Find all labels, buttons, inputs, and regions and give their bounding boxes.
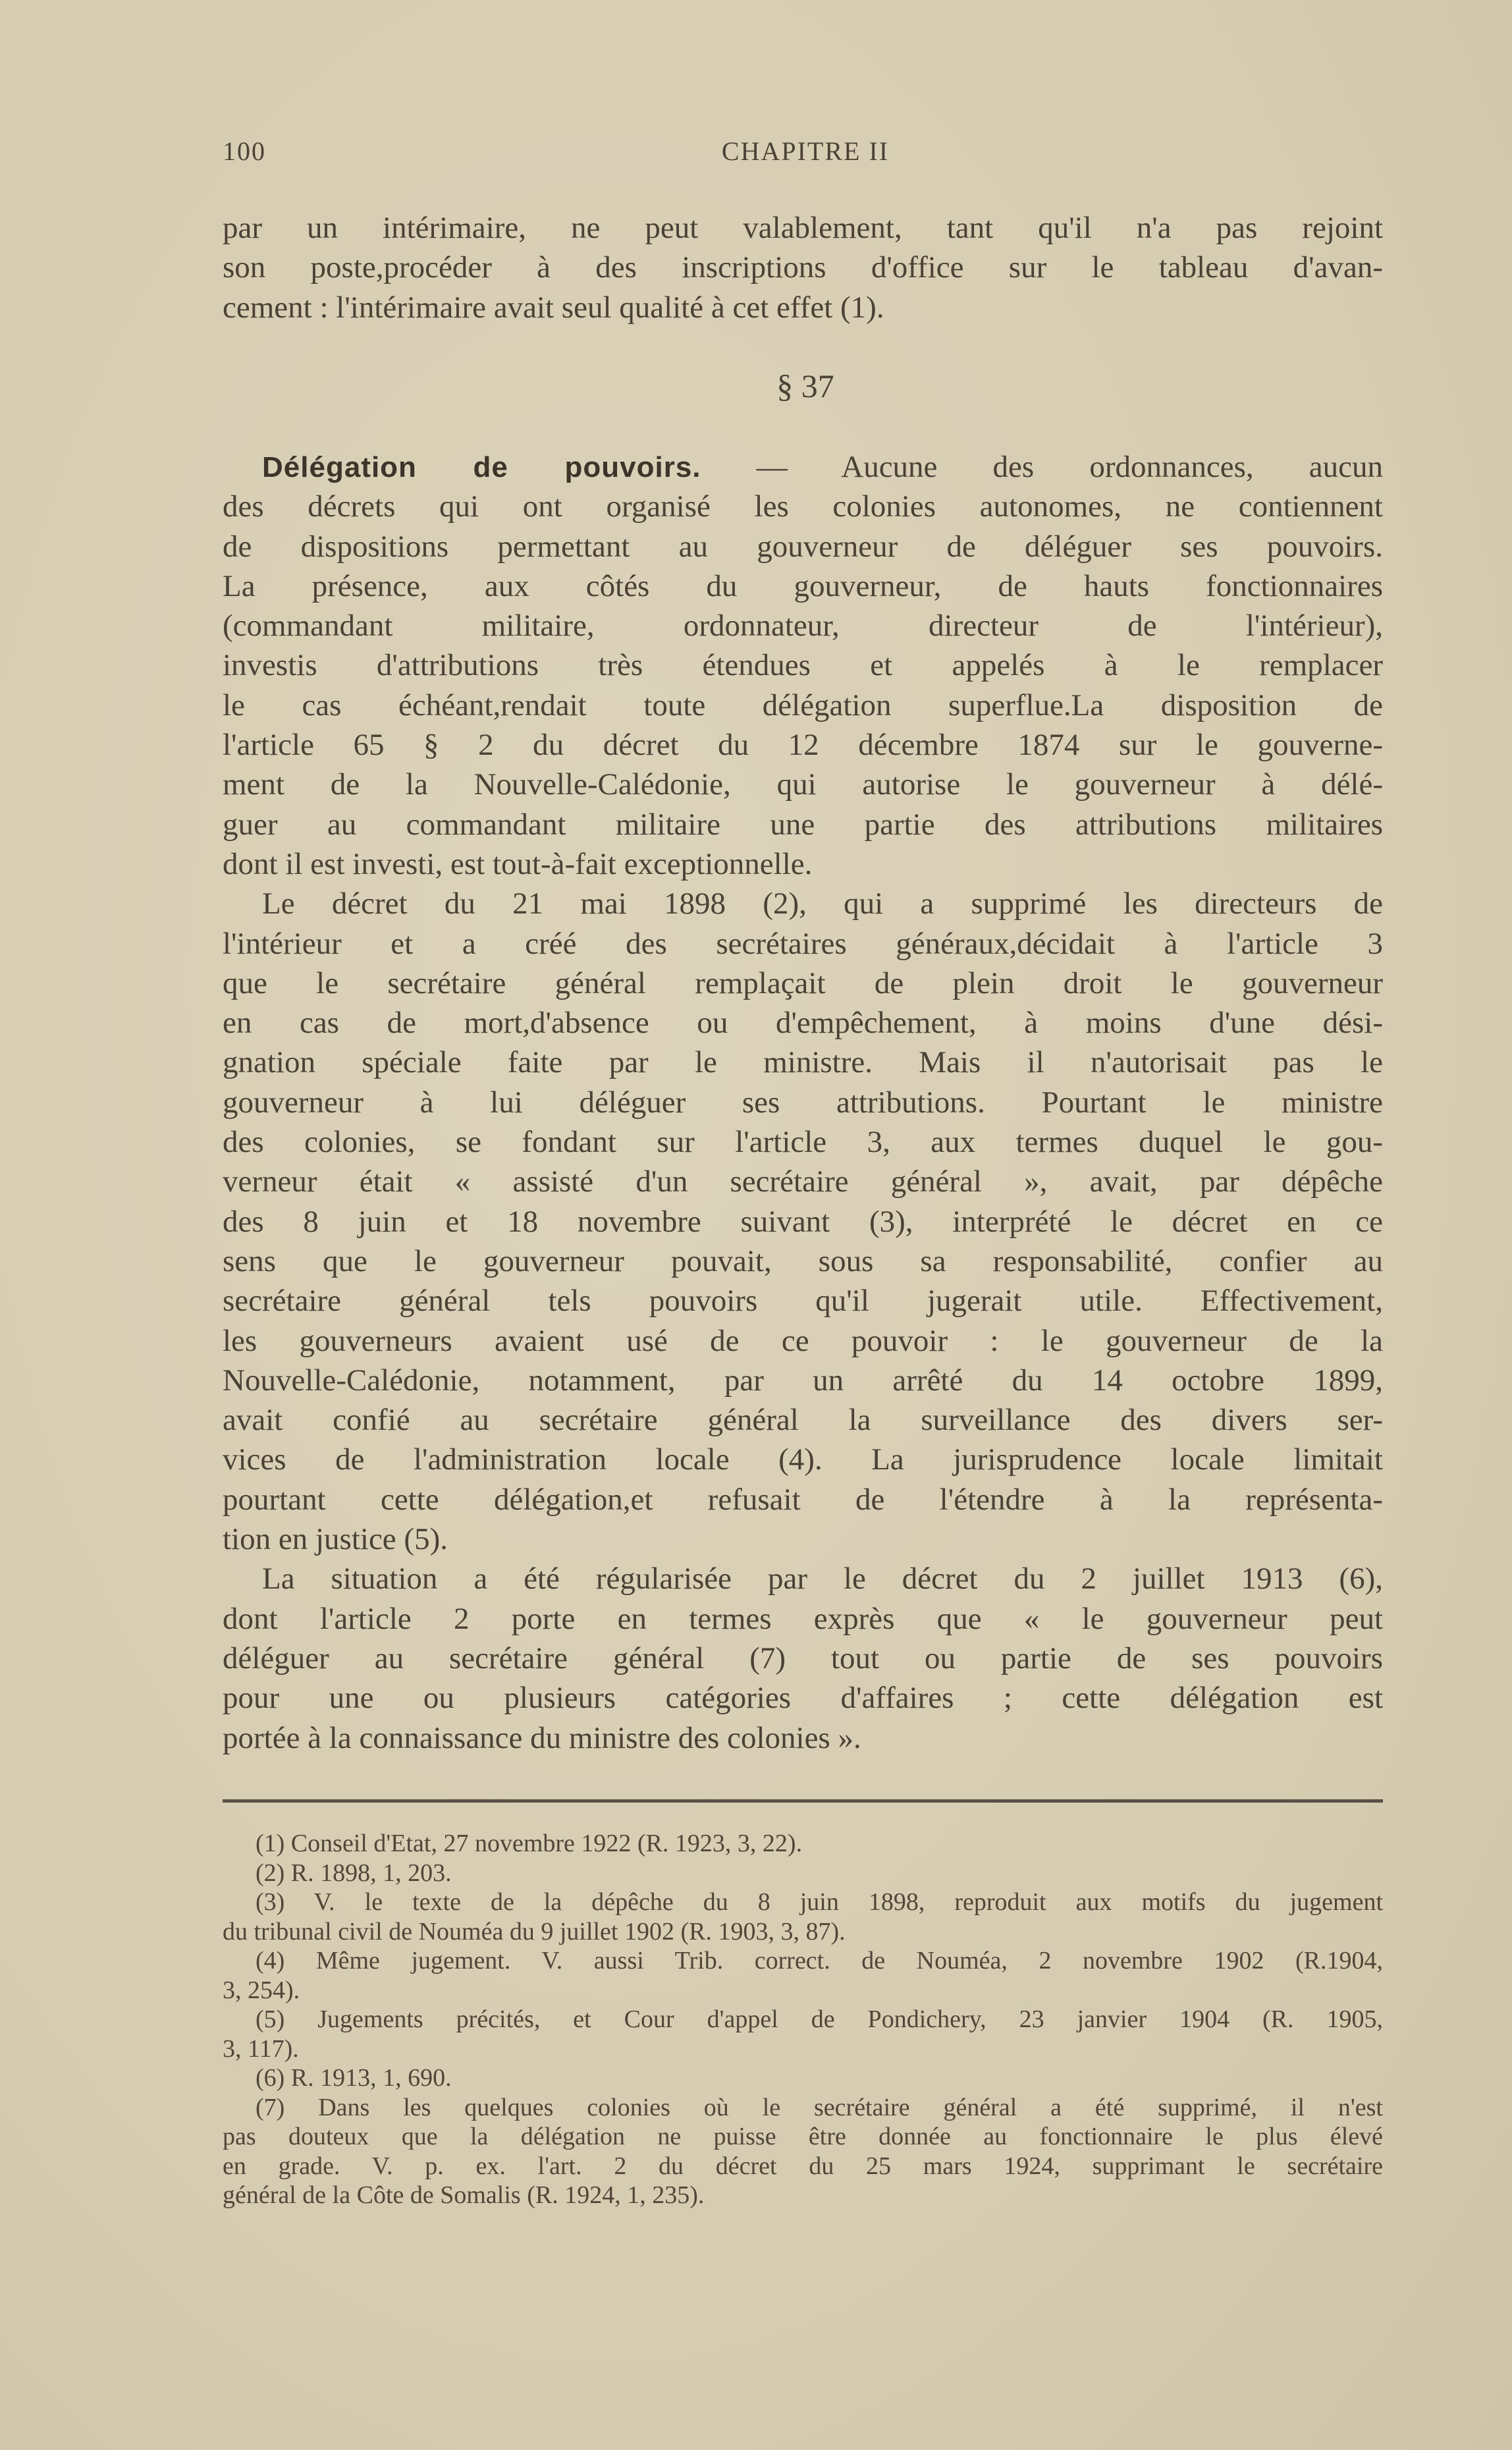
line-text: l'intérieur et a créé des secrétaires généraux,décidait à l'article 3 bbox=[223, 926, 1383, 961]
footnote-line bbox=[223, 1946, 1383, 1976]
line-text: — Aucune des ordonnances, aucun bbox=[701, 450, 1384, 484]
line-text: (3) V. le texte de la dépêche du 8 juin 1898, reproduit aux motifs du jugement bbox=[256, 1888, 1383, 1916]
line-text: dont il est investi, est tout-à-fait exceptionnelle. bbox=[223, 846, 813, 881]
line-text: des décrets qui ont organisé les colonies autonomes, ne contiennent bbox=[223, 489, 1383, 524]
line-text: verneur était « assisté d'un secrétaire général », avait, par dépêche bbox=[223, 1164, 1383, 1199]
footnote-divider bbox=[223, 1799, 1383, 1803]
line-text: pour une ou plusieurs catégories d'affaires ; cette délégation est bbox=[223, 1681, 1383, 1716]
line-text: investis d'attributions très étendues et appelés à le remplacer bbox=[223, 648, 1383, 683]
line-text: cement : l'intérimaire avait seul qualité à cet effet (1). bbox=[223, 290, 884, 325]
page-number: 100 bbox=[223, 136, 266, 166]
line-text: La présence, aux côtés du gouverneur, de hauts fonctionnaires bbox=[223, 568, 1383, 603]
text-line bbox=[223, 1559, 1383, 1598]
text-line bbox=[223, 805, 1383, 844]
footnote-line bbox=[223, 2063, 1383, 2093]
line-text: La situation a été régularisée par le décret du 2 juillet 1913 (6), bbox=[262, 1562, 1383, 1596]
line-text: dont l'article 2 porte en termes exprès que « le gouverneur peut bbox=[223, 1601, 1383, 1636]
text-line bbox=[223, 884, 1383, 923]
line-text: le cas échéant,rendait toute délégation superflue.La disposition de bbox=[223, 688, 1383, 722]
line-text: portée à la connaissance du ministre des colonies ». bbox=[223, 1720, 861, 1755]
text-line bbox=[223, 1003, 1383, 1043]
text-line bbox=[223, 1599, 1383, 1639]
line-text: guer au commandant militaire une partie des attributions militaires bbox=[223, 807, 1383, 842]
text-line bbox=[223, 487, 1383, 526]
line-text: des colonies, se fondant sur l'article 3, aux termes duquel le gou- bbox=[223, 1125, 1383, 1160]
text-line bbox=[223, 1321, 1383, 1361]
text-line bbox=[223, 1281, 1383, 1320]
line-text: de dispositions permettant au gouverneur de déléguer ses pouvoirs. bbox=[223, 529, 1383, 564]
text-line bbox=[223, 1202, 1383, 1241]
footnote-line bbox=[223, 1888, 1383, 1917]
line-text: l'article 65 § 2 du décret du 12 décembre 1874 sur le gouverne- bbox=[223, 728, 1383, 763]
text-line bbox=[223, 844, 1383, 884]
text-line bbox=[223, 566, 1383, 606]
text-line bbox=[223, 208, 1383, 248]
footnote-line bbox=[223, 1976, 1383, 2005]
line-text: du tribunal civil de Nouméa du 9 juillet 1902 (R. 1903, 3, 87). bbox=[223, 1917, 846, 1946]
text-line bbox=[223, 1678, 1383, 1718]
text-line bbox=[223, 725, 1383, 765]
running-header-chapter: CHAPITRE II bbox=[721, 136, 890, 166]
line-text: déléguer au secrétaire général (7) tout ou partie de ses pouvoirs bbox=[223, 1641, 1383, 1675]
line-text: en grade. V. p. ex. l'art. 2 du décret du 25 mars 1924, supprimant le secrétaire bbox=[223, 2152, 1383, 2180]
text-line bbox=[223, 645, 1383, 685]
text-line bbox=[223, 1519, 1383, 1559]
text-line bbox=[223, 248, 1383, 287]
line-text: (7) Dans les quelques colonies où le secrétaire général a été supprimé, il n'est bbox=[256, 2093, 1383, 2121]
text-line bbox=[223, 1043, 1383, 1082]
line-text: 3, 117). bbox=[223, 2034, 299, 2063]
line-text: tion en justice (5). bbox=[223, 1522, 448, 1557]
line-text: avait confié au secrétaire général la surveillance des divers ser- bbox=[223, 1403, 1383, 1438]
paragraph-run-in-heading: Délégation de pouvoirs. bbox=[262, 451, 701, 483]
text-line bbox=[223, 1241, 1383, 1281]
footnote-line bbox=[223, 2005, 1383, 2034]
line-text: pourtant cette délégation,et refusait de l'étendre à la représenta- bbox=[223, 1482, 1383, 1517]
line-text: (2) R. 1898, 1, 203. bbox=[256, 1859, 452, 1887]
line-text: (4) Même jugement. V. aussi Trib. correct. de Nouméa, 2 novembre 1902 (R.1904, bbox=[256, 1947, 1383, 1974]
text-line bbox=[223, 1639, 1383, 1678]
line-text: Le décret du 21 mai 1898 (2), qui a supprimé les directeurs de bbox=[262, 886, 1383, 921]
text-line bbox=[223, 1718, 1383, 1758]
section-heading: § 37 bbox=[776, 368, 834, 404]
footnote-line bbox=[223, 1917, 1383, 1947]
footnotes bbox=[223, 1829, 1383, 2210]
line-text: général de la Côte de Somalis (R. 1924, 1, 235). bbox=[223, 2181, 705, 2209]
paragraph-continued bbox=[223, 208, 1383, 327]
text-line bbox=[223, 527, 1383, 566]
line-text: que le secrétaire général remplaçait de plein droit le gouverneur bbox=[223, 966, 1383, 1000]
line-text: son poste,procéder à des inscriptions d'office sur le tableau d'avan- bbox=[223, 250, 1383, 285]
text-line bbox=[223, 1162, 1383, 1201]
line-text: Nouvelle-Calédonie, notamment, par un arrêté du 14 octobre 1899, bbox=[223, 1363, 1383, 1398]
line-text: 3, 254). bbox=[223, 1976, 300, 2004]
text-line bbox=[223, 924, 1383, 964]
text-line bbox=[223, 288, 1383, 327]
footnote-line bbox=[223, 2181, 1383, 2210]
line-text: secrétaire général tels pouvoirs qu'il jugerait utile. Effectivement, bbox=[223, 1284, 1383, 1319]
text-line bbox=[223, 606, 1383, 645]
text-line bbox=[223, 1400, 1383, 1440]
text-line bbox=[223, 1480, 1383, 1519]
line-text: en cas de mort,d'absence ou d'empêchement, à moins d'une dési- bbox=[223, 1006, 1383, 1041]
line-text: vices de l'administration locale (4). La jurisprudence locale limitait bbox=[223, 1442, 1383, 1477]
text-line bbox=[223, 447, 1383, 487]
text-line bbox=[223, 765, 1383, 804]
text-line bbox=[223, 964, 1383, 1003]
line-text: pas douteux que la délégation ne puisse être donnée au fonctionnaire le plus élevé bbox=[223, 2123, 1383, 2150]
line-text: (6) R. 1913, 1, 690. bbox=[256, 2064, 452, 2092]
text-line bbox=[223, 1083, 1383, 1122]
footnote-line bbox=[223, 2122, 1383, 2152]
line-text: ment de la Nouvelle-Calédonie, qui autorise le gouverneur à délé- bbox=[223, 767, 1383, 802]
text-line bbox=[223, 1440, 1383, 1479]
text-line bbox=[223, 1361, 1383, 1400]
text-line bbox=[223, 686, 1383, 725]
text-line bbox=[223, 1122, 1383, 1162]
footnote-line bbox=[223, 2034, 1383, 2064]
line-text: (commandant militaire, ordonnateur, directeur de l'intérieur), bbox=[223, 609, 1383, 643]
line-text: gnation spéciale faite par le ministre. Mais il n'autorisait pas le bbox=[223, 1045, 1383, 1080]
footnote-line bbox=[223, 2093, 1383, 2123]
line-text: sens que le gouverneur pouvait, sous sa responsabilité, confier au bbox=[223, 1243, 1383, 1278]
footnote-line bbox=[223, 1829, 1383, 1859]
line-text: les gouverneurs avaient usé de ce pouvoir : le gouverneur de la bbox=[223, 1323, 1383, 1358]
line-text: (5) Jugements précités, et Cour d'appel de Pondichery, 23 janvier 1904 (R. 1905, bbox=[256, 2005, 1383, 2033]
line-text: par un intérimaire, ne peut valablement, tant qu'il n'a pas rejoint bbox=[223, 211, 1383, 245]
line-text: (1) Conseil d'Etat, 27 novembre 1922 (R. 1923, 3, 22). bbox=[256, 1830, 803, 1857]
line-text: gouverneur à lui déléguer ses attributions. Pourtant le ministre bbox=[223, 1085, 1383, 1120]
footnote-line bbox=[223, 2152, 1383, 2181]
line-text: des 8 juin et 18 novembre suivant (3), interprété le décret en ce bbox=[223, 1204, 1383, 1239]
footnote-line bbox=[223, 1859, 1383, 1888]
section-body bbox=[223, 447, 1383, 1758]
